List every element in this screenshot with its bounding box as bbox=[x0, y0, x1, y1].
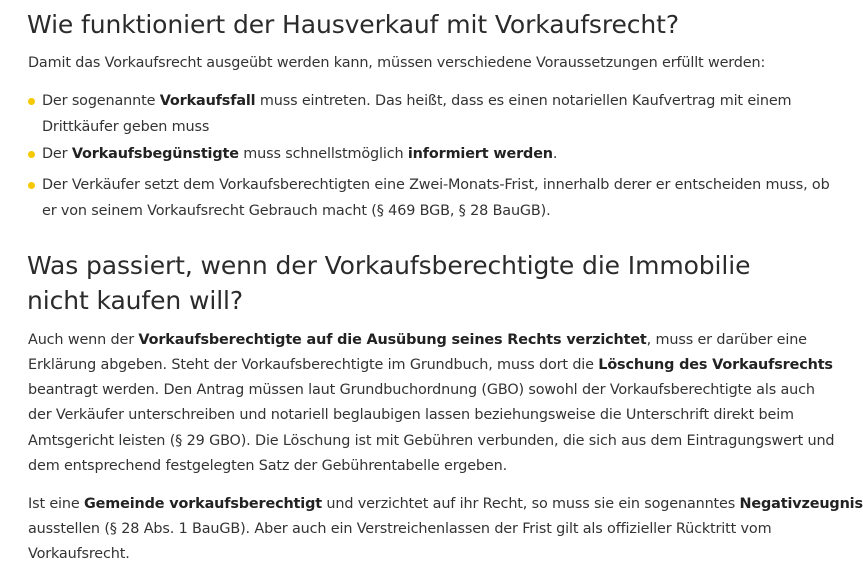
section-heading-verzicht-line2: nicht kaufen will? bbox=[27, 286, 244, 315]
paragraph-line: dem entsprechend festgelegten Satz der Gebührentabelle ergeben. bbox=[28, 458, 507, 474]
intro-paragraph: Damit das Vorkaufsrecht ausgeübt werden kann, müssen verschiedene Voraussetzungen erfüllt werden: bbox=[28, 55, 766, 71]
paragraph-line: Ist eine Gemeinde vorkaufsberechtigt und verzichtet auf ihr Recht, so muss sie ein sogenanntes Negativzeugnis bbox=[28, 496, 863, 512]
bullet-dot-icon bbox=[28, 182, 35, 189]
section-heading-verzicht-line1: Was passiert, wenn der Vorkaufsberechtigte die Immobilie bbox=[27, 251, 751, 280]
paragraph-line: Auch wenn der Vorkaufsberechtigte auf die Ausübung seines Rechts verzichtet, muss er darüber eine bbox=[28, 332, 807, 348]
paragraph-line: ausstellen (§ 28 Abs. 1 BauGB). Aber auch ein Verstreichenlassen der Frist gilt als offizieller Rücktritt vom bbox=[28, 521, 772, 537]
bullet-text-line: Der Verkäufer setzt dem Vorkaufsberechtigten eine Zwei-Monats-Frist, innerhalb derer er entscheiden muss, ob bbox=[42, 177, 830, 193]
section-heading-hausverkauf: Wie funktioniert der Hausverkauf mit Vorkaufsrecht? bbox=[27, 10, 680, 39]
paragraph-line: beantragt werden. Den Antrag müssen laut Grundbuchordnung (GBO) sowohl der Vorkaufsberechtigte als auch bbox=[28, 382, 815, 398]
bullet-text-line: Drittkäufer geben muss bbox=[42, 119, 210, 135]
bullet-dot-icon bbox=[28, 98, 35, 105]
paragraph-line: Erklärung abgeben. Steht der Vorkaufsberechtigte im Grundbuch, muss dort die Löschung des Vorkaufsrechts bbox=[28, 357, 833, 373]
bullet-dot-icon bbox=[28, 151, 35, 158]
paragraph-line: der Verkäufer unterschreiben und notariell beglaubigen lassen beziehungsweise die Unterschrift direkt beim bbox=[28, 407, 794, 423]
bullet-text-line: er von seinem Vorkaufsrecht Gebrauch macht (§ 469 BGB, § 28 BauGB). bbox=[42, 203, 551, 219]
bullet-text-line: Der sogenannte Vorkaufsfall muss eintreten. Das heißt, dass es einen notariellen Kaufvertrag mit einem bbox=[42, 93, 792, 109]
paragraph-line: Vorkaufsrecht. bbox=[28, 546, 130, 562]
paragraph-line: Amtsgericht leisten (§ 29 GBO). Die Löschung ist mit Gebühren verbunden, die sich aus dem Eintragungswert und bbox=[28, 433, 835, 449]
bullet-text-line: Der Vorkaufsbegünstigte muss schnellstmöglich informiert werden. bbox=[42, 146, 558, 162]
